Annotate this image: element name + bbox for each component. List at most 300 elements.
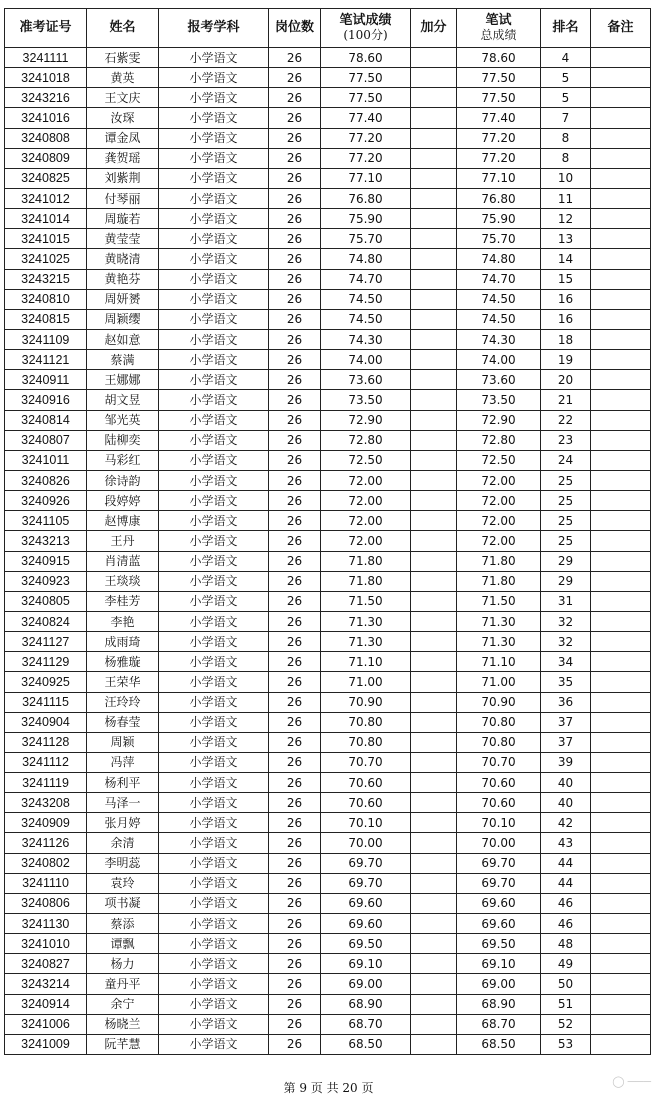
cell-exam-id: 3240916 xyxy=(5,390,87,410)
cell-name: 李桂芳 xyxy=(87,591,159,611)
table-row xyxy=(5,511,651,531)
cell-exam-id: 3240824 xyxy=(5,611,87,631)
cell-subject: 小学语文 xyxy=(159,1034,269,1054)
cell-bonus xyxy=(411,632,457,652)
cell-positions: 26 xyxy=(269,1014,321,1034)
cell-exam-id: 3240914 xyxy=(5,994,87,1014)
table-row xyxy=(5,309,651,329)
cell-rank: 50 xyxy=(541,974,591,994)
cell-total-score: 74.30 xyxy=(457,329,541,349)
cell-total-score: 74.50 xyxy=(457,309,541,329)
cell-total-score: 71.30 xyxy=(457,611,541,631)
cell-remark xyxy=(591,1034,651,1054)
table-row xyxy=(5,632,651,652)
table-row xyxy=(5,914,651,934)
cell-exam-id: 3240802 xyxy=(5,853,87,873)
cell-rank: 37 xyxy=(541,732,591,752)
cell-subject: 小学语文 xyxy=(159,833,269,853)
table-row xyxy=(5,652,651,672)
cell-subject: 小学语文 xyxy=(159,309,269,329)
cell-rank: 39 xyxy=(541,752,591,772)
cell-rank: 51 xyxy=(541,994,591,1014)
cell-name: 张月婷 xyxy=(87,813,159,833)
cell-name: 周妍赟 xyxy=(87,289,159,309)
cell-name: 周璇若 xyxy=(87,209,159,229)
cell-name: 黄英 xyxy=(87,68,159,88)
cell-bonus xyxy=(411,1034,457,1054)
cell-rank: 11 xyxy=(541,188,591,208)
table-row xyxy=(5,209,651,229)
cell-bonus xyxy=(411,209,457,229)
cell-total-score: 70.80 xyxy=(457,712,541,732)
cell-total-score: 75.90 xyxy=(457,209,541,229)
table-row xyxy=(5,672,651,692)
cell-subject: 小学语文 xyxy=(159,571,269,591)
table-row xyxy=(5,88,651,108)
cell-rank: 25 xyxy=(541,511,591,531)
cell-total-score: 77.20 xyxy=(457,128,541,148)
cell-written-score: 74.80 xyxy=(321,249,411,269)
cell-rank: 48 xyxy=(541,934,591,954)
cell-total-score: 68.90 xyxy=(457,994,541,1014)
table-row xyxy=(5,692,651,712)
cell-name: 段婷婷 xyxy=(87,491,159,511)
table-row xyxy=(5,853,651,873)
cell-remark xyxy=(591,692,651,712)
cell-name: 余清 xyxy=(87,833,159,853)
table-row xyxy=(5,168,651,188)
table-row xyxy=(5,712,651,732)
cell-exam-id: 3240826 xyxy=(5,470,87,490)
cell-bonus xyxy=(411,188,457,208)
cell-subject: 小学语文 xyxy=(159,1014,269,1034)
header-total-score xyxy=(457,9,541,48)
cell-bonus xyxy=(411,571,457,591)
header-written-score xyxy=(321,9,411,48)
cell-positions: 26 xyxy=(269,994,321,1014)
cell-exam-id: 3240815 xyxy=(5,309,87,329)
table-row xyxy=(5,48,651,68)
cell-written-score: 74.70 xyxy=(321,269,411,289)
cell-total-score: 78.60 xyxy=(457,48,541,68)
table-row xyxy=(5,773,651,793)
cell-total-score: 70.80 xyxy=(457,732,541,752)
table-row xyxy=(5,611,651,631)
cell-positions: 26 xyxy=(269,148,321,168)
cell-remark xyxy=(591,370,651,390)
cell-name: 马泽一 xyxy=(87,793,159,813)
cell-remark xyxy=(591,48,651,68)
score-table xyxy=(4,8,651,1055)
cell-remark xyxy=(591,209,651,229)
cell-subject: 小学语文 xyxy=(159,732,269,752)
cell-bonus xyxy=(411,88,457,108)
cell-total-score: 69.60 xyxy=(457,914,541,934)
cell-exam-id: 3240904 xyxy=(5,712,87,732)
cell-bonus xyxy=(411,994,457,1014)
cell-remark xyxy=(591,88,651,108)
cell-rank: 23 xyxy=(541,430,591,450)
cell-written-score: 72.00 xyxy=(321,470,411,490)
cell-total-score: 72.00 xyxy=(457,491,541,511)
cell-total-score: 72.00 xyxy=(457,511,541,531)
cell-bonus xyxy=(411,511,457,531)
cell-positions: 26 xyxy=(269,370,321,390)
cell-remark xyxy=(591,551,651,571)
cell-bonus xyxy=(411,813,457,833)
cell-bonus xyxy=(411,450,457,470)
cell-subject: 小学语文 xyxy=(159,632,269,652)
cell-exam-id: 3240925 xyxy=(5,672,87,692)
cell-total-score: 72.90 xyxy=(457,410,541,430)
cell-subject: 小学语文 xyxy=(159,491,269,511)
cell-written-score: 71.10 xyxy=(321,652,411,672)
cell-name: 徐诗韵 xyxy=(87,470,159,490)
cell-exam-id: 3241014 xyxy=(5,209,87,229)
cell-bonus xyxy=(411,873,457,893)
cell-subject: 小学语文 xyxy=(159,773,269,793)
cell-positions: 26 xyxy=(269,229,321,249)
cell-subject: 小学语文 xyxy=(159,994,269,1014)
table-row xyxy=(5,752,651,772)
cell-total-score: 72.00 xyxy=(457,531,541,551)
cell-remark xyxy=(591,873,651,893)
cell-remark xyxy=(591,591,651,611)
cell-name: 冯萍 xyxy=(87,752,159,772)
cell-positions: 26 xyxy=(269,108,321,128)
cell-bonus xyxy=(411,551,457,571)
cell-positions: 26 xyxy=(269,813,321,833)
cell-subject: 小学语文 xyxy=(159,752,269,772)
cell-name: 邹光英 xyxy=(87,410,159,430)
cell-positions: 26 xyxy=(269,632,321,652)
cell-total-score: 72.50 xyxy=(457,450,541,470)
table-row xyxy=(5,732,651,752)
watermark: ◯ ─── xyxy=(612,1076,651,1088)
cell-positions: 26 xyxy=(269,773,321,793)
cell-written-score: 69.00 xyxy=(321,974,411,994)
cell-written-score: 71.50 xyxy=(321,591,411,611)
cell-name: 黄艳芬 xyxy=(87,269,159,289)
cell-subject: 小学语文 xyxy=(159,531,269,551)
cell-positions: 26 xyxy=(269,68,321,88)
cell-total-score: 77.50 xyxy=(457,88,541,108)
cell-total-score: 71.00 xyxy=(457,672,541,692)
cell-remark xyxy=(591,430,651,450)
cell-remark xyxy=(591,470,651,490)
cell-written-score: 72.00 xyxy=(321,491,411,511)
cell-bonus xyxy=(411,833,457,853)
table-row xyxy=(5,390,651,410)
cell-name: 杨力 xyxy=(87,954,159,974)
cell-exam-id: 3241018 xyxy=(5,68,87,88)
cell-remark xyxy=(591,672,651,692)
table-row xyxy=(5,491,651,511)
cell-rank: 13 xyxy=(541,229,591,249)
cell-total-score: 73.50 xyxy=(457,390,541,410)
cell-subject: 小学语文 xyxy=(159,410,269,430)
cell-name: 黄晓清 xyxy=(87,249,159,269)
cell-rank: 15 xyxy=(541,269,591,289)
cell-exam-id: 3241112 xyxy=(5,752,87,772)
table-row xyxy=(5,249,651,269)
cell-exam-id: 3241105 xyxy=(5,511,87,531)
cell-exam-id: 3241121 xyxy=(5,350,87,370)
cell-subject: 小学语文 xyxy=(159,934,269,954)
table-row xyxy=(5,994,651,1014)
cell-total-score: 70.60 xyxy=(457,773,541,793)
header-remark: 备注 xyxy=(591,9,651,48)
cell-written-score: 78.60 xyxy=(321,48,411,68)
cell-name: 项书凝 xyxy=(87,893,159,913)
cell-name: 赵博康 xyxy=(87,511,159,531)
page-footer: 第 9 页 共 20 页 xyxy=(283,1081,374,1095)
cell-total-score: 77.40 xyxy=(457,108,541,128)
table-row xyxy=(5,571,651,591)
cell-remark xyxy=(591,289,651,309)
cell-name: 王荣华 xyxy=(87,672,159,692)
cell-subject: 小学语文 xyxy=(159,48,269,68)
cell-exam-id: 3240915 xyxy=(5,551,87,571)
table-row xyxy=(5,813,651,833)
cell-subject: 小学语文 xyxy=(159,652,269,672)
cell-remark xyxy=(591,1014,651,1034)
table-row xyxy=(5,551,651,571)
cell-positions: 26 xyxy=(269,329,321,349)
cell-subject: 小学语文 xyxy=(159,229,269,249)
cell-written-score: 76.80 xyxy=(321,188,411,208)
table-row xyxy=(5,450,651,470)
cell-bonus xyxy=(411,914,457,934)
header-rank: 排名 xyxy=(541,9,591,48)
cell-remark xyxy=(591,188,651,208)
cell-name: 石紫雯 xyxy=(87,48,159,68)
cell-exam-id: 3241015 xyxy=(5,229,87,249)
cell-bonus xyxy=(411,752,457,772)
cell-name: 周颖缨 xyxy=(87,309,159,329)
cell-subject: 小学语文 xyxy=(159,672,269,692)
cell-name: 王娜娜 xyxy=(87,370,159,390)
cell-name: 王琰琰 xyxy=(87,571,159,591)
cell-exam-id: 3240805 xyxy=(5,591,87,611)
cell-remark xyxy=(591,632,651,652)
cell-written-score: 72.90 xyxy=(321,410,411,430)
table-row xyxy=(5,269,651,289)
cell-positions: 26 xyxy=(269,793,321,813)
cell-rank: 44 xyxy=(541,853,591,873)
cell-rank: 16 xyxy=(541,289,591,309)
cell-name: 蔡满 xyxy=(87,350,159,370)
cell-written-score: 74.50 xyxy=(321,309,411,329)
cell-exam-id: 3240825 xyxy=(5,168,87,188)
cell-exam-id: 3240827 xyxy=(5,954,87,974)
header-written-score-sub: (100分) xyxy=(343,28,388,42)
cell-remark xyxy=(591,128,651,148)
cell-rank: 24 xyxy=(541,450,591,470)
cell-exam-id: 3241110 xyxy=(5,873,87,893)
cell-bonus xyxy=(411,652,457,672)
table-row xyxy=(5,893,651,913)
cell-exam-id: 3240911 xyxy=(5,370,87,390)
cell-rank: 19 xyxy=(541,350,591,370)
cell-total-score: 71.10 xyxy=(457,652,541,672)
cell-remark xyxy=(591,229,651,249)
cell-rank: 52 xyxy=(541,1014,591,1034)
cell-subject: 小学语文 xyxy=(159,390,269,410)
cell-total-score: 72.80 xyxy=(457,430,541,450)
cell-remark xyxy=(591,168,651,188)
cell-name: 杨晓兰 xyxy=(87,1014,159,1034)
cell-positions: 26 xyxy=(269,934,321,954)
cell-exam-id: 3241128 xyxy=(5,732,87,752)
cell-written-score: 72.50 xyxy=(321,450,411,470)
cell-written-score: 71.30 xyxy=(321,632,411,652)
table-row xyxy=(5,108,651,128)
cell-subject: 小学语文 xyxy=(159,873,269,893)
cell-positions: 26 xyxy=(269,974,321,994)
cell-subject: 小学语文 xyxy=(159,551,269,571)
cell-total-score: 71.30 xyxy=(457,632,541,652)
cell-positions: 26 xyxy=(269,269,321,289)
cell-bonus xyxy=(411,692,457,712)
cell-remark xyxy=(591,571,651,591)
cell-remark xyxy=(591,914,651,934)
cell-total-score: 77.50 xyxy=(457,68,541,88)
cell-total-score: 69.60 xyxy=(457,893,541,913)
cell-positions: 26 xyxy=(269,873,321,893)
cell-bonus xyxy=(411,128,457,148)
cell-remark xyxy=(591,732,651,752)
cell-rank: 22 xyxy=(541,410,591,430)
cell-rank: 42 xyxy=(541,813,591,833)
cell-rank: 10 xyxy=(541,168,591,188)
cell-written-score: 70.60 xyxy=(321,773,411,793)
cell-remark xyxy=(591,350,651,370)
cell-name: 阮芊慧 xyxy=(87,1034,159,1054)
cell-positions: 26 xyxy=(269,289,321,309)
cell-exam-id: 3243215 xyxy=(5,269,87,289)
cell-positions: 26 xyxy=(269,732,321,752)
cell-remark xyxy=(591,410,651,430)
cell-subject: 小学语文 xyxy=(159,148,269,168)
cell-exam-id: 3243214 xyxy=(5,974,87,994)
cell-name: 陆柳奕 xyxy=(87,430,159,450)
cell-rank: 36 xyxy=(541,692,591,712)
cell-positions: 26 xyxy=(269,591,321,611)
cell-exam-id: 3241016 xyxy=(5,108,87,128)
cell-written-score: 73.60 xyxy=(321,370,411,390)
cell-subject: 小学语文 xyxy=(159,289,269,309)
cell-exam-id: 3243208 xyxy=(5,793,87,813)
cell-rank: 16 xyxy=(541,309,591,329)
cell-written-score: 71.00 xyxy=(321,672,411,692)
cell-bonus xyxy=(411,793,457,813)
cell-subject: 小学语文 xyxy=(159,470,269,490)
cell-rank: 29 xyxy=(541,551,591,571)
cell-total-score: 70.90 xyxy=(457,692,541,712)
cell-positions: 26 xyxy=(269,692,321,712)
cell-positions: 26 xyxy=(269,611,321,631)
cell-positions: 26 xyxy=(269,853,321,873)
cell-bonus xyxy=(411,168,457,188)
cell-rank: 7 xyxy=(541,108,591,128)
cell-rank: 37 xyxy=(541,712,591,732)
cell-bonus xyxy=(411,410,457,430)
cell-written-score: 75.90 xyxy=(321,209,411,229)
cell-subject: 小学语文 xyxy=(159,329,269,349)
table-row xyxy=(5,229,651,249)
cell-remark xyxy=(591,773,651,793)
cell-rank: 25 xyxy=(541,531,591,551)
cell-remark xyxy=(591,994,651,1014)
cell-written-score: 69.60 xyxy=(321,914,411,934)
cell-positions: 26 xyxy=(269,954,321,974)
cell-positions: 26 xyxy=(269,531,321,551)
cell-subject: 小学语文 xyxy=(159,511,269,531)
cell-exam-id: 3243216 xyxy=(5,88,87,108)
cell-exam-id: 3241130 xyxy=(5,914,87,934)
cell-name: 肖清蓝 xyxy=(87,551,159,571)
cell-subject: 小学语文 xyxy=(159,793,269,813)
cell-remark xyxy=(591,531,651,551)
cell-name: 付琴丽 xyxy=(87,188,159,208)
cell-name: 龚贺瑶 xyxy=(87,148,159,168)
cell-rank: 44 xyxy=(541,873,591,893)
cell-positions: 26 xyxy=(269,450,321,470)
cell-exam-id: 3241115 xyxy=(5,692,87,712)
cell-positions: 26 xyxy=(269,209,321,229)
cell-bonus xyxy=(411,309,457,329)
cell-exam-id: 3241129 xyxy=(5,652,87,672)
cell-name: 李艳 xyxy=(87,611,159,631)
table-row xyxy=(5,128,651,148)
cell-written-score: 77.10 xyxy=(321,168,411,188)
cell-exam-id: 3241127 xyxy=(5,632,87,652)
cell-exam-id: 3241119 xyxy=(5,773,87,793)
cell-subject: 小学语文 xyxy=(159,88,269,108)
table-row xyxy=(5,470,651,490)
cell-positions: 26 xyxy=(269,249,321,269)
cell-total-score: 76.80 xyxy=(457,188,541,208)
cell-bonus xyxy=(411,531,457,551)
cell-total-score: 70.60 xyxy=(457,793,541,813)
cell-subject: 小学语文 xyxy=(159,209,269,229)
cell-rank: 5 xyxy=(541,68,591,88)
table-body xyxy=(5,48,651,1055)
cell-remark xyxy=(591,309,651,329)
cell-total-score: 74.70 xyxy=(457,269,541,289)
cell-exam-id: 3241025 xyxy=(5,249,87,269)
cell-written-score: 69.10 xyxy=(321,954,411,974)
table-row xyxy=(5,188,651,208)
cell-positions: 26 xyxy=(269,390,321,410)
cell-subject: 小学语文 xyxy=(159,591,269,611)
table-row xyxy=(5,793,651,813)
cell-total-score: 69.10 xyxy=(457,954,541,974)
header-name: 姓名 xyxy=(87,9,159,48)
cell-exam-id: 3240926 xyxy=(5,491,87,511)
cell-total-score: 73.60 xyxy=(457,370,541,390)
header-positions: 岗位数 xyxy=(269,9,321,48)
header-bonus: 加分 xyxy=(411,9,457,48)
cell-positions: 26 xyxy=(269,672,321,692)
cell-bonus xyxy=(411,773,457,793)
cell-subject: 小学语文 xyxy=(159,611,269,631)
cell-name: 谭金凤 xyxy=(87,128,159,148)
cell-name: 马彩红 xyxy=(87,450,159,470)
cell-remark xyxy=(591,269,651,289)
cell-rank: 12 xyxy=(541,209,591,229)
